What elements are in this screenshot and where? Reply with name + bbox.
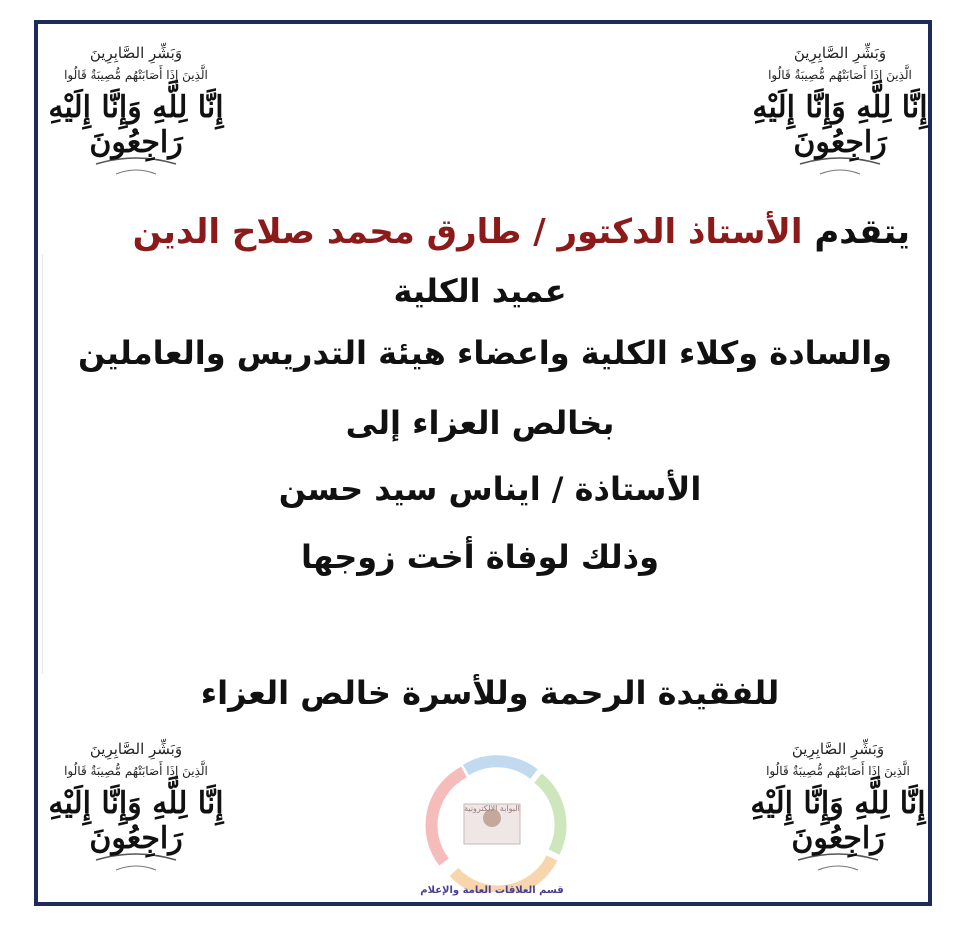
verse-top: وَبَشِّرِ الصَّابِرِينَ bbox=[791, 740, 885, 758]
verse-top: وَبَشِّرِ الصَّابِرِينَ bbox=[89, 44, 183, 62]
verse-middle: الَّذِينَ إِذَا أَصَابَتْهُم مُّصِيبَةٌ قَالُوا bbox=[64, 764, 208, 778]
verse-middle: الَّذِينَ إِذَا أَصَابَتْهُم مُّصِيبَةٌ قَالُوا bbox=[766, 764, 910, 778]
sender-line bbox=[110, 212, 940, 252]
logo-caption: قسم العلاقات العامة والإعلام bbox=[420, 885, 564, 896]
portal-logo bbox=[404, 752, 580, 902]
verse-calligraphy-top-left bbox=[36, 34, 236, 184]
verse-middle: الَّذِينَ إِذَا أَصَابَتْهُم مُّصِيبَةٌ قَالُوا bbox=[768, 68, 912, 82]
reason-line: وذلك لوفاة أخت زوجها bbox=[301, 538, 659, 576]
verse-middle: الَّذِينَ إِذَا أَصَابَتْهُم مُّصِيبَةٌ قَالُوا bbox=[64, 68, 208, 82]
verse-main: إِنَّا لِلَّهِ وَإِنَّا إِلَيْهِ رَاجِعُونَ bbox=[48, 90, 224, 160]
sender-title: عميد الكلية bbox=[393, 272, 567, 310]
condolence-to-line: بخالص العزاء إلى bbox=[345, 404, 615, 442]
divider bbox=[42, 254, 43, 674]
recipient-line: الأستاذة / ايناس سيد حسن bbox=[278, 470, 702, 508]
sender-name: الأستاذ الدكتور / طارق محمد صلاح الدين bbox=[132, 212, 803, 252]
verse-calligraphy-bottom-left bbox=[36, 730, 236, 880]
verse-main: إِنَّا لِلَّهِ وَإِنَّا إِلَيْهِ رَاجِعُونَ bbox=[48, 786, 224, 856]
verse-top: وَبَشِّرِ الصَّابِرِينَ bbox=[89, 740, 183, 758]
verse-calligraphy-bottom-right bbox=[738, 730, 938, 880]
verse-top: وَبَشِّرِ الصَّابِرِينَ bbox=[793, 44, 887, 62]
sender-prefix: يتقدم bbox=[814, 212, 910, 252]
verse-calligraphy-top-right bbox=[740, 34, 940, 184]
verse-main: إِنَّا لِلَّهِ وَإِنَّا إِلَيْهِ رَاجِعُونَ bbox=[750, 786, 926, 856]
verse-main: إِنَّا لِلَّهِ وَإِنَّا إِلَيْهِ رَاجِعُونَ bbox=[752, 90, 928, 160]
staff-line: والسادة وكلاء الكلية واعضاء هيئة التدريس والعاملين bbox=[77, 334, 893, 372]
logo-inner-text: البوابة الالكترونية bbox=[464, 804, 520, 813]
closing-line: للفقيدة الرحمة وللأسرة خالص العزاء bbox=[200, 674, 780, 712]
